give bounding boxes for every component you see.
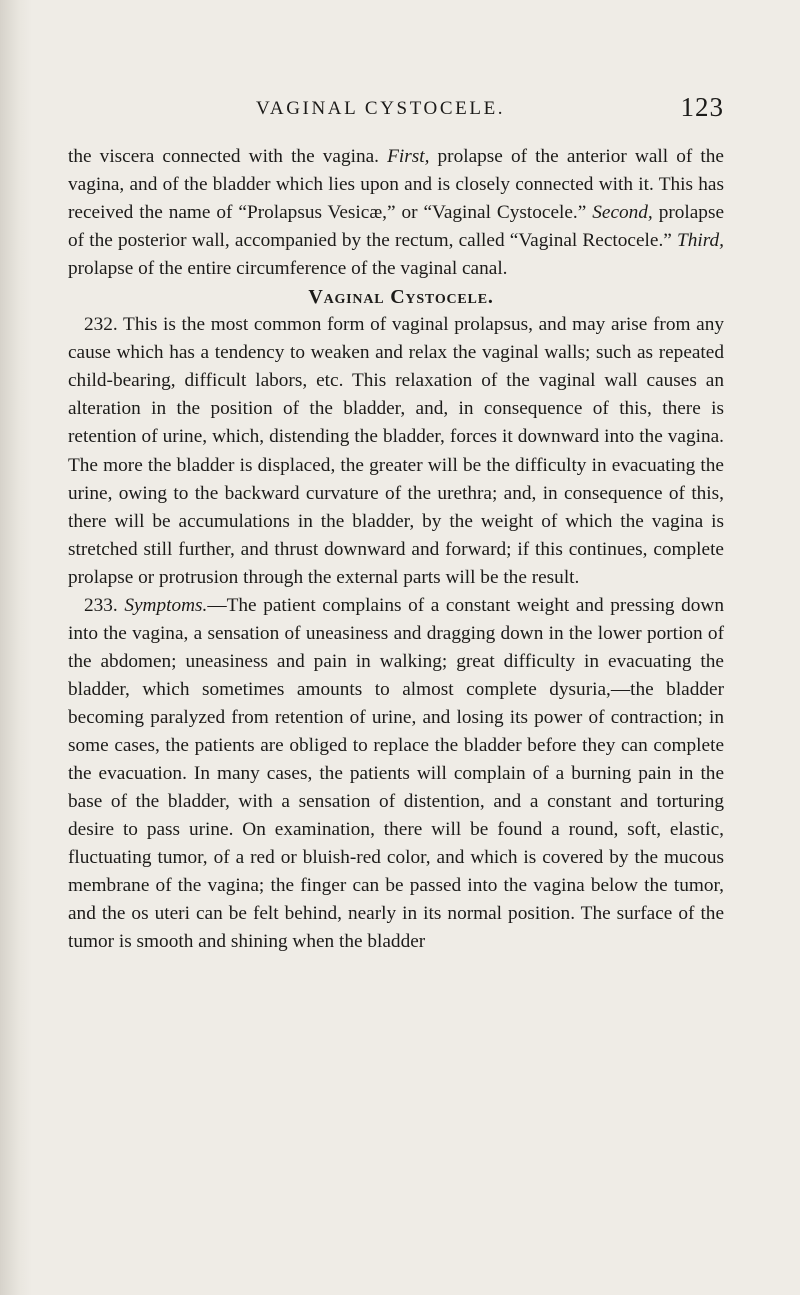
page-header xyxy=(68,92,724,126)
intro-text-c: prolapse of the posterior wall, accompanied by the rectum, called “Vaginal Rectocele.” xyxy=(68,202,725,252)
intro-first-term: First, xyxy=(387,146,430,167)
symptoms-term: Symptoms. xyxy=(124,594,208,616)
intro-text-d: prolapse of the entire circumference of the vaginal canal. xyxy=(68,258,508,280)
page-number: 123 xyxy=(680,92,724,122)
intro-text-b: prolapse of the anterior wall of the vagina, and of the bladder which lies upon and is closely connected with it. This has received the name of “Prolapsus Vesicæ,” or “Vaginal Cystocele.” xyxy=(68,146,724,224)
paragraph-232: 232. This is the most common form of vaginal prolapsus, and may arise from any cause which has a tendency to weaken and relax the vaginal walls; such as repeated child-bearing, difficult labors, etc. This relaxation of the vaginal wall causes an alteration in the position of the bladder, and, in consequence of this, there is retention of urine, which, distending the bladder, forces it downward into the vagina. The more the bladder is displaced, the greater will be the difficulty in evacuating the urine, owing to the backward curvature of the urethra; and, in consequence of this, there will be accumulations in the bladder, by the weight of which the vagina is stretched still further, and thrust downward and forward; if this continues, complete prolapse or protrusion through the external parts will be the result. xyxy=(68,314,724,588)
intro-text-a: the viscera connected with the vagina. xyxy=(68,146,388,167)
paragraph-233 xyxy=(68,592,724,957)
intro-third-term: Third, xyxy=(677,230,724,252)
page-body xyxy=(68,143,724,956)
intro-second-term: Second, xyxy=(592,202,653,224)
section-heading: Vaginal Cystocele. xyxy=(308,286,494,309)
paragraph-233-text: —The patient complains of a constant weight and pressing down into the vagina, a sensation of uneasiness and dragging down in the lower portion of the abdomen; uneasiness and pain in walking; great difficulty in evacuating the bladder, which sometimes amounts to almost complete dysuria,—the bladder becoming paralyzed from retention of urine, and losing its power of contraction; in some cases, the patients are obliged to replace the bladder before they can complete the evacuation. In many cases, the patients will complain of a burning pain in the base of the bladder, with a sensation of distention, and a constant and torturing desire to pass urine. On examination, there will be found a round, soft, elastic, fluctuating tumor, of a red or bluish-red color, and which is covered by the mucous membrane of the vagina; the finger can be passed into the vagina below the tumor, and the os uteri can be felt behind, nearly in its normal position. The surface of the tumor is smooth and shining when the bladder xyxy=(68,594,724,953)
page-edge-shadow xyxy=(0,0,32,1295)
intro-paragraph xyxy=(68,143,724,283)
paragraph-233-number: 233. xyxy=(84,594,125,616)
running-head: VAGINAL CYSTOCELE. xyxy=(256,98,506,119)
